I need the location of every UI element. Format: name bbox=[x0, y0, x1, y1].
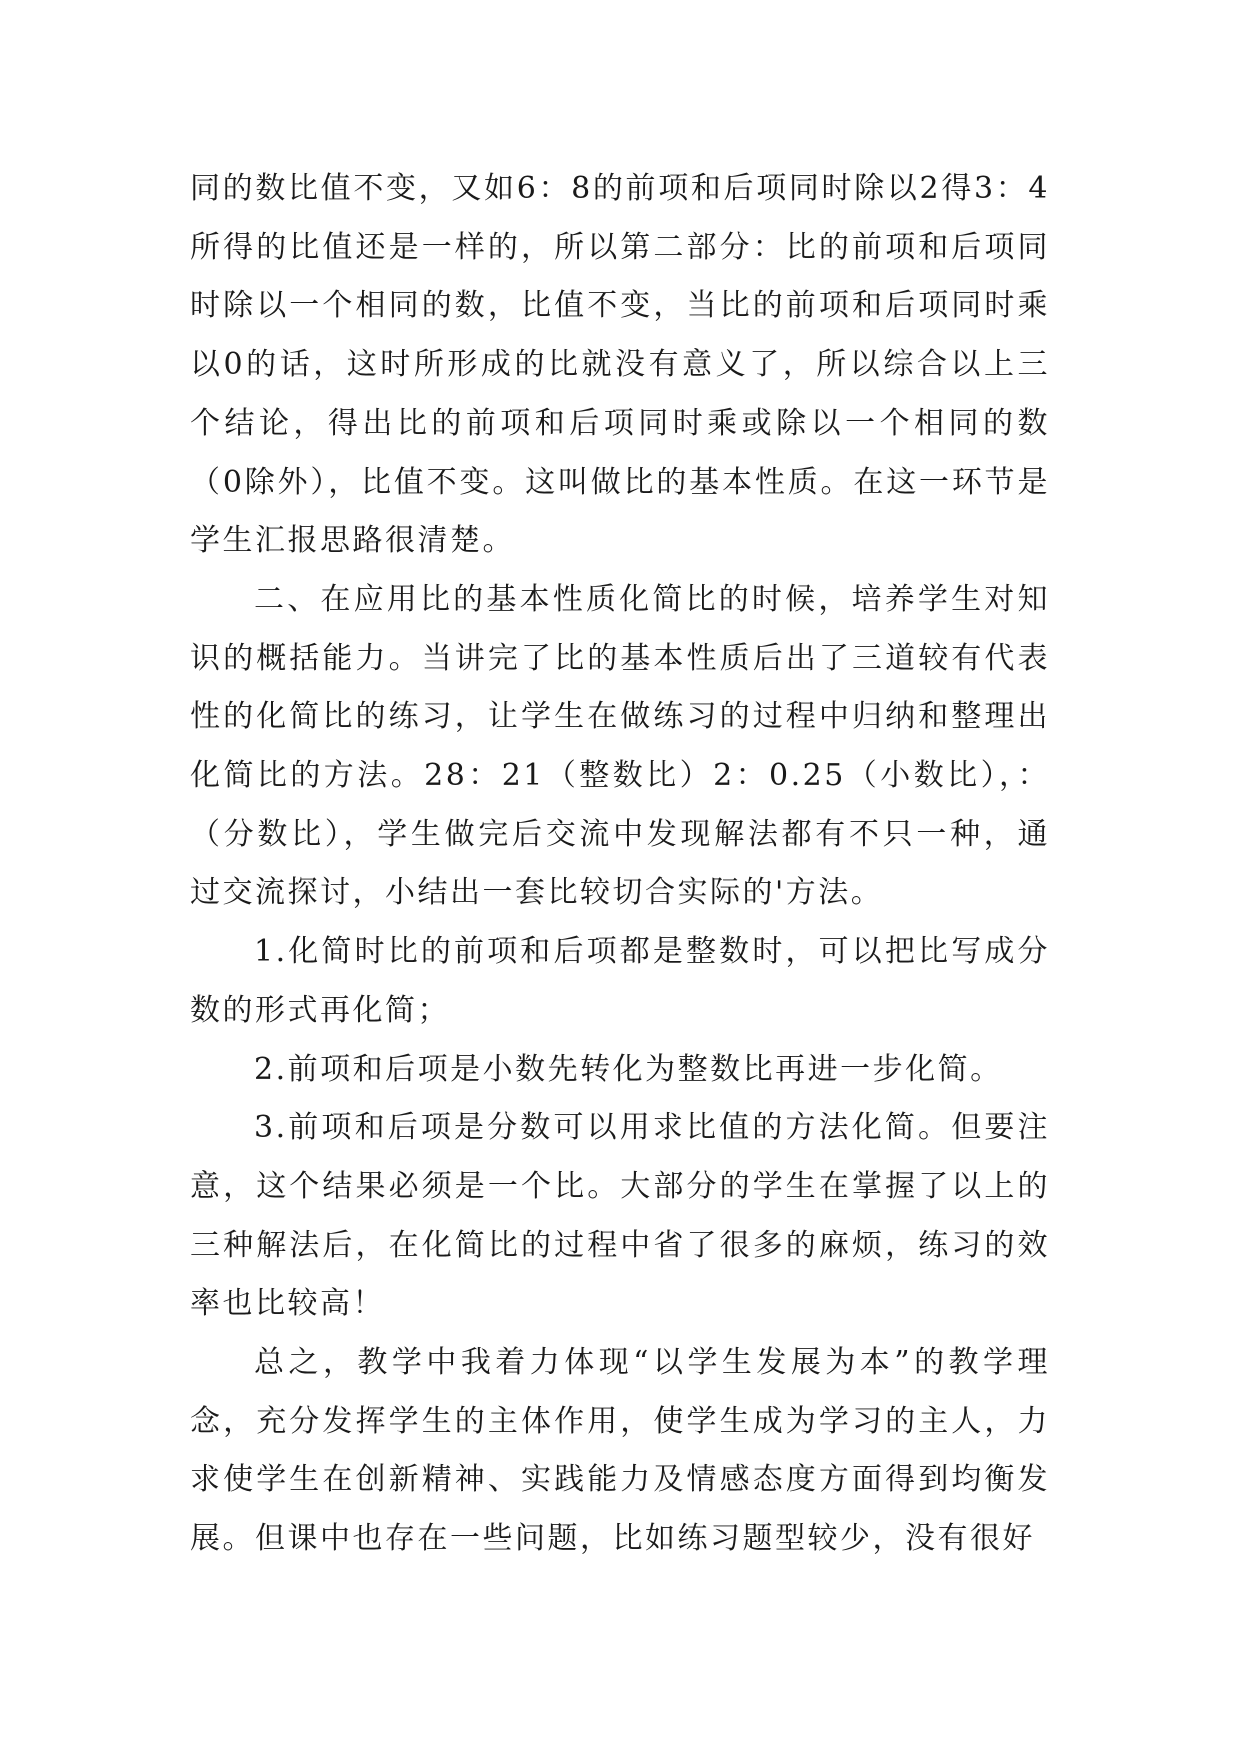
paragraph-continuation: 同的数比值不变，又如6：8的前项和后项同时除以2得3：4所得的比值还是一样的，所以第二部分：比的前项和后项同时除以一个相同的数，比值不变，当比的前项和后项同时乘以0的话，这时所形成的比就没有意义了，所以综合以上三个结论，得出比的前项和后项同时乘或除以一个相同的数（0除外），比值不变。这叫做比的基本性质。在这一环节是学生汇报思路很清楚。 bbox=[190, 171, 1050, 559]
list-item-method-2: 2.前项和后项是小数先转化为整数比再进一步化简。 bbox=[254, 1051, 1003, 1087]
paragraph-section-two: 二、在应用比的基本性质化简比的时候，培养学生对知识的概括能力。当讲完了比的基本性质后出了三道较有代表性的化简比的练习，让学生在做练习的过程中归纳和整理出化简比的方法。28：21（整数比）2：0.25（小数比），：（分数比），学生做完后交流中发现解法都有不只一种，通过交流探讨，小结出一套比较切合实际的'方法。 bbox=[190, 581, 1050, 911]
paragraph-summary: 总之，教学中我着力体现“以学生发展为本”的教学理念，充分发挥学生的主体作用，使学生成为学习的主人，力求使学生在创新精神、实践能力及情感态度方面得到均衡发展。但课中也存在一些问题，比如练习题型较少，没有很好 bbox=[190, 1345, 1050, 1557]
list-item-method-1: 1.化简时比的前项和后项都是整数时，可以把比写成分数的形式再化简； bbox=[190, 934, 1050, 1028]
list-item-method-3: 3.前项和后项是分数可以用求比值的方法化简。但要注意，这个结果必须是一个比。大部分的学生在掌握了以上的三种解法后，在化简比的过程中省了很多的麻烦，练习的效率也比较高！ bbox=[190, 1110, 1050, 1322]
body-text bbox=[190, 160, 1050, 1569]
